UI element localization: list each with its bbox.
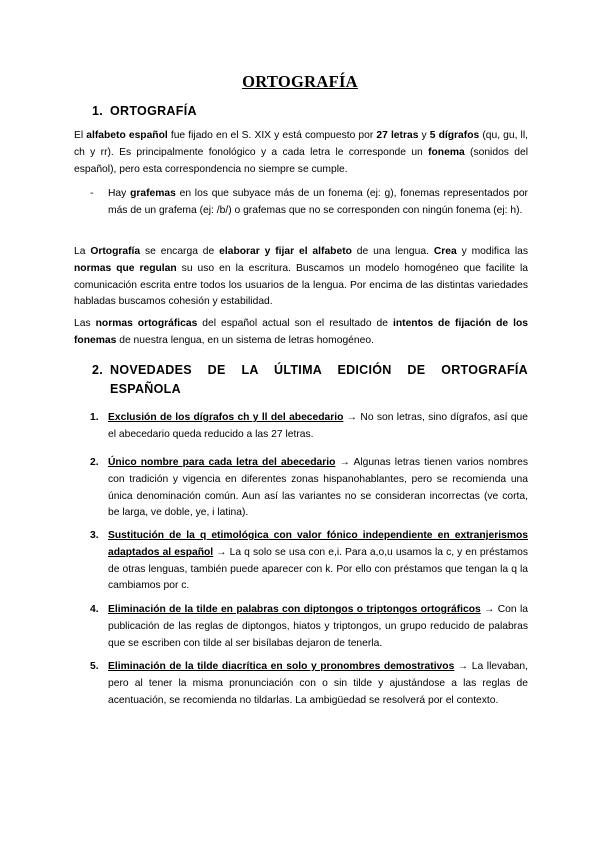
text-run: su uso en la escritura. Buscamos un modelo homogéneo que facilite la comunicación escrita entre todos los usuarios de la lengua. Por encima de las distintas variedades habladas buscamos cohesión y estabilidad. bbox=[74, 262, 528, 308]
novedad-description: → No son letras, sino dígrafos, así que el abecedario queda reducido a las 27 letras. bbox=[108, 412, 528, 440]
bold-term: normas que regulan bbox=[74, 262, 177, 274]
text-run: El bbox=[74, 130, 87, 141]
text-run: fue fijado en el S. XIX y está compuesto por bbox=[167, 130, 377, 141]
bold-term: grafemas bbox=[130, 188, 176, 199]
text-run: en los que subyace más de un fonema (ej: g), fonemas representados por más de un grafema (ej: /b/) o grafemas que no se corresponden con ningún fonema (ej: h). bbox=[108, 188, 528, 216]
novedad-title: Eliminación de la tilde en palabras con diptongos o triptongos ortográficos bbox=[108, 604, 481, 615]
novedad-description: → Algunas letras tienen varios nombres con tradición y vigencia en diferentes zonas hispanohablantes, pero se recomienda una única denominación común. Aun así las variantes no se consideran incorrectas (ve corta, be larga, ve doble, ye, i latina). bbox=[108, 457, 528, 519]
page-title: ORTOGRAFÍA bbox=[242, 72, 358, 91]
novedad-title: Exclusión de los dígrafos ch y ll del abecedario bbox=[108, 412, 344, 423]
novedad-number: 5. bbox=[90, 661, 99, 672]
novedad-description: → Con la publicación de las reglas de diptongos, hiatos y triptongos, un grupo reducido de palabras que se escriben con tilde al ser bisílabas dejaron de tenerla. bbox=[108, 604, 528, 649]
section-1-heading bbox=[92, 104, 197, 118]
novedad-description: → La q solo se usa con e,i. Para a,o,u usamos la c, y en préstamos de otras lenguas, también puede aparecer con k. Por ello con préstamos que tengan la q la cambiamos por c. bbox=[108, 546, 528, 592]
text-run: del español actual son el resultado de bbox=[197, 318, 393, 329]
novedad-text bbox=[108, 455, 528, 522]
novedad-number: 1. bbox=[90, 412, 99, 423]
novedad-item bbox=[90, 659, 528, 709]
section-2-title-line2: ESPAÑOLA bbox=[110, 382, 181, 396]
bold-term: alfabeto español bbox=[86, 130, 168, 141]
novedad-item bbox=[90, 455, 528, 522]
text-run: (sonidos del español), pero esta correspondencia no siempre se cumple. bbox=[74, 146, 529, 175]
novedad-title: Eliminación de la tilde diacrítica en solo y pronombres demostrativos bbox=[108, 661, 455, 672]
novedad-description: → La llevaban, pero al tener la misma pronunciación con o sin tilde y ajustándose a las reglas de acentuación, se recomienda no tildarlas. La ambigüedad se resolverá por el contexto. bbox=[108, 661, 528, 706]
section-2-heading bbox=[92, 361, 528, 399]
novedad-text bbox=[108, 659, 528, 709]
section-2-title-line1: NOVEDADES DE LA ÚLTIMA EDICIÓN DE ORTOGRAFÍA bbox=[110, 363, 528, 377]
section-2-number: 2. bbox=[92, 363, 104, 377]
text-run: de nuestra lengua, en un sistema de letras homogéneo. bbox=[116, 334, 374, 346]
bullet-grafemas bbox=[90, 186, 528, 220]
novedad-item bbox=[90, 410, 528, 444]
bold-term: fonema bbox=[428, 146, 465, 158]
text-run: (qu, gu, ll, ch y rr). Es principalmente fonológico y a cada letra le corresponde un bbox=[74, 130, 528, 158]
section-1-number: 1. bbox=[92, 104, 104, 118]
text-run: Las bbox=[74, 318, 96, 329]
novedad-text bbox=[108, 528, 528, 595]
section-1-title: ORTOGRAFÍA bbox=[110, 104, 197, 118]
bold-term: Ortografía bbox=[90, 246, 141, 257]
novedad-item bbox=[90, 602, 528, 652]
bold-term: 27 letras bbox=[376, 130, 419, 141]
novedad-item bbox=[90, 528, 528, 595]
bold-term: Crea bbox=[433, 246, 457, 257]
bold-term: intentos de fijación de los fonemas bbox=[74, 318, 528, 346]
novedad-number: 2. bbox=[90, 457, 99, 468]
text-run: y modifica las bbox=[456, 246, 528, 257]
novedad-title: Único nombre para cada letra del abecedario bbox=[108, 457, 336, 468]
text-run: se encarga de bbox=[140, 246, 220, 257]
bold-term: elaborar y fijar el alfabeto bbox=[219, 246, 352, 257]
novedad-number: 4. bbox=[90, 604, 99, 615]
paragraph-normas bbox=[74, 316, 528, 350]
novedad-title: Sustitución de la q etimológica con valor fónico independiente en extranjerismos adaptados al español bbox=[108, 530, 528, 558]
text-run: Hay bbox=[108, 188, 131, 199]
novedad-number: 3. bbox=[90, 530, 99, 541]
text-run: de una lengua. bbox=[351, 246, 434, 257]
bullet-dash: - bbox=[90, 188, 94, 199]
paragraph-ortografia bbox=[74, 244, 528, 311]
bullet-grafemas-text bbox=[108, 186, 528, 220]
paragraph-alfabeto bbox=[74, 128, 528, 178]
text-run: y bbox=[418, 130, 430, 141]
bold-term: 5 dígrafos bbox=[429, 130, 480, 141]
novedad-text bbox=[108, 602, 528, 652]
novedad-text bbox=[108, 410, 528, 444]
bold-term: normas ortográficas bbox=[95, 318, 198, 329]
text-run: La bbox=[74, 246, 91, 257]
